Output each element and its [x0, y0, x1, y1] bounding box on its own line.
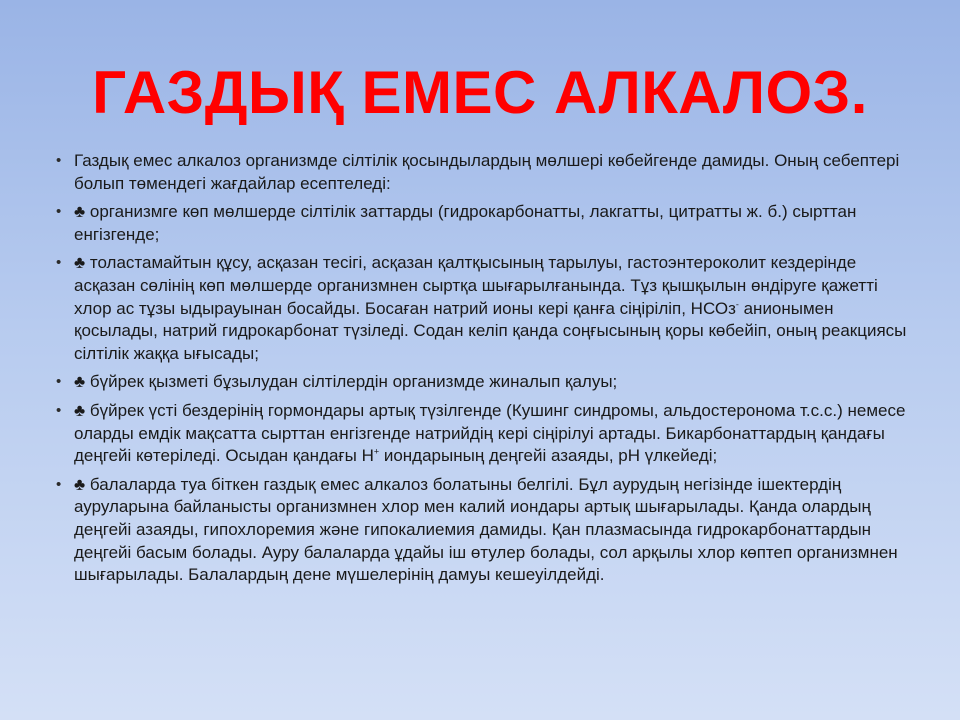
list-item-text-part: ♣ бүйрек үсті бездерінің гормондары артық түзілгенде (Кушинг синдромы, альдостеронома т.с.с.) немесе оларды емдік мақсатта сырттан енгізгенде натрийдің кері сіңірілуі артады. Бикарбонаттардың қандағы деңгейі көтеріледі. Осыдан қандағы Н: [74, 400, 906, 466]
list-item-text: ♣ бүйрек қызметі бұзылудан сілтілердін организмде жиналып қалуы;: [74, 372, 618, 392]
bullet-icon: •: [56, 152, 62, 169]
list-item-text: ♣ организмге көп мөлшерде сілтілік заттарды (гидрокарбонатты, лакгатты, цитратты ж. б.) сырттан енгізгенде;: [74, 202, 857, 244]
list-item-text-part: ♣ толастамайтын құсу, асқазан тесігі, асқазан қалтқысының тарылуы, гастоэнтероколит кездерінде асқазан сөлінің көп мөлшерде организмнен сыртқа шығарылғанында. Тұз қышқылын өндіруге қажетті хлор ас тұзы ыдырауынан босайды. Босаған натрий ионы кері қанға сіңіріліп, НСОз: [74, 253, 878, 318]
list-item: [56, 474, 916, 587]
bullet-icon: •: [56, 203, 62, 221]
bullet-icon: •: [56, 254, 62, 272]
bullet-icon: •: [56, 401, 62, 419]
list-item: [56, 400, 916, 468]
list-item-text-part: анионымен қосылады, натрий гидрокарбонат түзіледі. Содан келіп қанда соңғысының қоры көбейіп, оның реакциясы сілтілік жаққа ығысады;: [74, 298, 907, 363]
list-item: [56, 201, 916, 246]
bullet-icon: •: [56, 475, 62, 493]
list-item-text: [74, 401, 905, 465]
charge-superscript: +: [373, 446, 380, 457]
list-item: [56, 150, 916, 195]
list-item-text: ♣ балаларда туа біткен газдық емес алкалоз болатыны белгілі. Бұл аурудың негізінде ішектердің ауруларына байланысты организмнен хлор мен калий иондары артық шығарылады. Қанда олардың деңгейі азаяды, гипохлоремия және гипокалиемия дамиды. Қан плазмасында гидрокарбонаттардын деңгейі басым болады. Ауру балаларда ұдайы іш өтулер болады, сол арқылы хлор көптеп организмнен шығарылады. Балалардың дене мүшелерінің дамуы кешеуілдейді.: [74, 474, 898, 585]
slide-title: ГАЗДЫҚ ЕМЕС АЛКАЛОЗ.: [92, 59, 868, 126]
list-item-text-part: иондарының деңгейі азаяды, рН үлкейеді;: [379, 446, 718, 466]
bullet-icon: •: [56, 373, 62, 391]
bullet-list: [56, 150, 916, 593]
list-item: [56, 252, 916, 365]
list-item-text: [74, 253, 906, 362]
list-item: [56, 371, 916, 394]
list-item-text: Газдық емес алкалоз организмде сілтілік қосындылардың мөлшері көбейгенде дамиды. Оның себептері болып төмендегі жағдайлар есептеледі:: [74, 151, 900, 193]
charge-superscript: -: [735, 298, 739, 309]
